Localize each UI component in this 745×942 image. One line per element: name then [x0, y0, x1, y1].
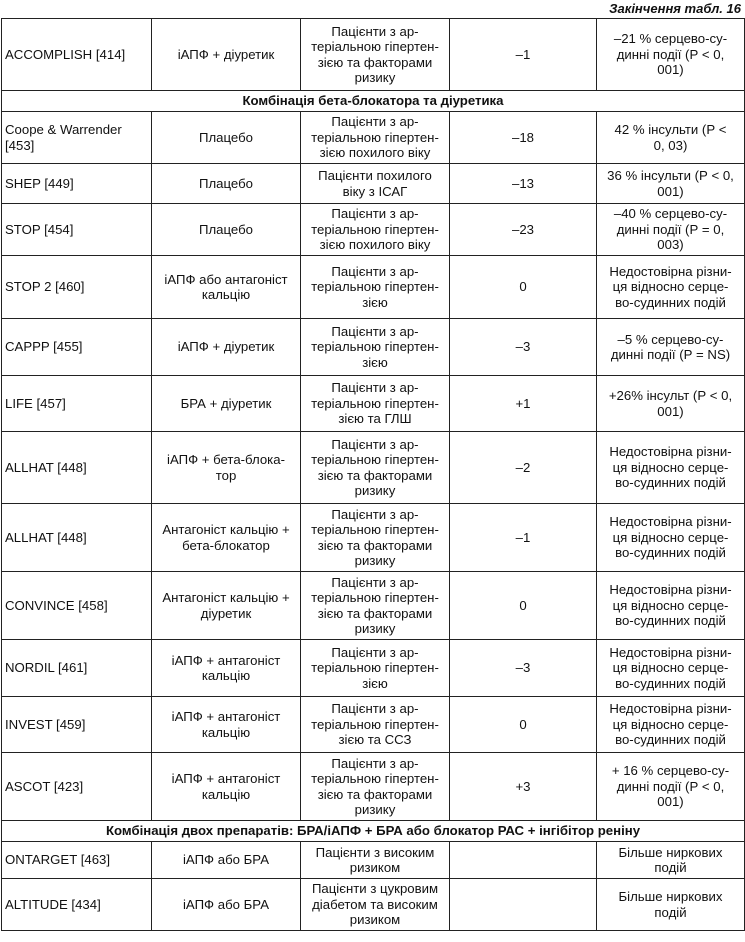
patients-cell: Пацієнти з ар- теріальною гіпертен- зією та ССЗ — [301, 697, 450, 753]
results-table — [1, 18, 745, 931]
patients-cell: Пацієнти похилого віку з ІСАГ — [301, 164, 450, 204]
comparator-cell: іАПФ + антагоніст кальцію — [152, 753, 301, 821]
outcome-cell: Недостовірна різни- ця відносно серце- во-судинних подій — [597, 640, 745, 697]
patients-cell: Пацієнти з ар- теріальною гіпертен- зією та факторами ризику — [301, 432, 450, 504]
study-cell: INVEST [459] — [2, 697, 152, 753]
outcome-cell: Більше ниркових подій — [597, 842, 745, 879]
bp-difference-cell: +3 — [450, 753, 597, 821]
patients-cell: Пацієнти з ар- теріальною гіпертен- зією та факторами ризику — [301, 504, 450, 572]
bp-difference-cell: 0 — [450, 697, 597, 753]
outcome-cell: –5 % серцево-су- динні події (Р = NS) — [597, 319, 745, 376]
patients-cell: Пацієнти з ар- теріальною гіпертен- зією — [301, 319, 450, 376]
outcome-cell: –21 % серцево-су- динні події (Р < 0, 001) — [597, 19, 745, 91]
section-heading: Комбінація двох препаратів: БРА/іАПФ + БРА або блокатор РАС + інгібітор реніну — [2, 821, 745, 842]
outcome-cell: +26% інсульт (Р < 0, 001) — [597, 376, 745, 432]
bp-difference-cell — [450, 879, 597, 931]
comparator-cell: іАПФ + бета-блока- тор — [152, 432, 301, 504]
patients-cell: Пацієнти з ар- теріальною гіпертен- зією — [301, 640, 450, 697]
study-cell: STOP [454] — [2, 204, 152, 256]
bp-difference-cell: –1 — [450, 504, 597, 572]
study-cell: CONVINCE [458] — [2, 572, 152, 640]
table-row — [2, 504, 745, 572]
bp-difference-cell: +1 — [450, 376, 597, 432]
table-row — [2, 879, 745, 931]
study-cell: CAPPP [455] — [2, 319, 152, 376]
patients-cell: Пацієнти з цукровим діабетом та високим ризиком — [301, 879, 450, 931]
comparator-cell: Плацебо — [152, 112, 301, 164]
outcome-cell: 42 % інсульти (Р < 0, 03) — [597, 112, 745, 164]
patients-cell: Пацієнти з ар- теріальною гіпертен- зією та факторами ризику — [301, 753, 450, 821]
comparator-cell: Плацебо — [152, 164, 301, 204]
patients-cell: Пацієнти з ар- теріальною гіпертен- зією похилого віку — [301, 112, 450, 164]
outcome-cell: –40 % серцево-су- динні події (Р = 0, 003) — [597, 204, 745, 256]
outcome-cell: Недостовірна різни- ця відносно серце- во-судинних подій — [597, 572, 745, 640]
table-row — [2, 319, 745, 376]
table-row — [2, 256, 745, 319]
comparator-cell: іАПФ або БРА — [152, 879, 301, 931]
bp-difference-cell: –2 — [450, 432, 597, 504]
comparator-cell: Антагоніст кальцію + бета-блокатор — [152, 504, 301, 572]
table-row — [2, 753, 745, 821]
study-cell: ASCOT [423] — [2, 753, 152, 821]
bp-difference-cell: –3 — [450, 640, 597, 697]
study-cell: SHEP [449] — [2, 164, 152, 204]
patients-cell: Пацієнти з високим ризиком — [301, 842, 450, 879]
table-row — [2, 376, 745, 432]
study-cell: ALLHAT [448] — [2, 432, 152, 504]
section-heading: Комбінація бета-блокатора та діуретика — [2, 91, 745, 112]
table-row — [2, 164, 745, 204]
table-row — [2, 19, 745, 91]
section-row-dual-therapy — [2, 821, 745, 842]
study-cell: Coope & Warrender [453] — [2, 112, 152, 164]
comparator-cell: іАПФ + діуретик — [152, 19, 301, 91]
bp-difference-cell: –23 — [450, 204, 597, 256]
bp-difference-cell: 0 — [450, 572, 597, 640]
bp-difference-cell: –1 — [450, 19, 597, 91]
comparator-cell: іАПФ або БРА — [152, 842, 301, 879]
patients-cell: Пацієнти з ар- теріальною гіпертен- зією — [301, 256, 450, 319]
patients-cell: Пацієнти з ар- теріальною гіпертен- зією та факторами ризику — [301, 572, 450, 640]
bp-difference-cell: –18 — [450, 112, 597, 164]
bp-difference-cell: 0 — [450, 256, 597, 319]
comparator-cell: Антагоніст кальцію + діуретик — [152, 572, 301, 640]
bp-difference-cell: –13 — [450, 164, 597, 204]
patients-cell: Пацієнти з ар- теріальною гіпертен- зією та ГЛШ — [301, 376, 450, 432]
study-cell: NORDIL [461] — [2, 640, 152, 697]
comparator-cell: БРА + діуретик — [152, 376, 301, 432]
comparator-cell: Плацебо — [152, 204, 301, 256]
table-row — [2, 842, 745, 879]
outcome-cell: Недостовірна різни- ця відносно серце- во-судинних подій — [597, 256, 745, 319]
table-row — [2, 112, 745, 164]
study-cell: ACCOMPLISH [414] — [2, 19, 152, 91]
patients-cell: Пацієнти з ар- теріальною гіпертен- зією та факторами ризику — [301, 19, 450, 91]
table-caption: Закінчення табл. 16 — [609, 1, 741, 16]
comparator-cell: іАПФ + антагоніст кальцію — [152, 697, 301, 753]
study-cell: ALLHAT [448] — [2, 504, 152, 572]
comparator-cell: іАПФ + антагоніст кальцію — [152, 640, 301, 697]
bp-difference-cell — [450, 842, 597, 879]
table-row — [2, 204, 745, 256]
table-row — [2, 432, 745, 504]
outcome-cell: Недостовірна різни- ця відносно серце- во-судинних подій — [597, 697, 745, 753]
comparator-cell: іАПФ або антагоніст кальцію — [152, 256, 301, 319]
section-row-beta-blocker-diuretic — [2, 91, 745, 112]
table-row — [2, 572, 745, 640]
study-cell: STOP 2 [460] — [2, 256, 152, 319]
outcome-cell: Недостовірна різни- ця відносно серце- во-судинних подій — [597, 504, 745, 572]
bp-difference-cell: –3 — [450, 319, 597, 376]
comparator-cell: іАПФ + діуретик — [152, 319, 301, 376]
table-row — [2, 640, 745, 697]
study-cell: LIFE [457] — [2, 376, 152, 432]
table-row — [2, 697, 745, 753]
outcome-cell: Недостовірна різни- ця відносно серце- во-судинних подій — [597, 432, 745, 504]
outcome-cell: 36 % інсульти (Р < 0, 001) — [597, 164, 745, 204]
patients-cell: Пацієнти з ар- теріальною гіпертен- зією похилого віку — [301, 204, 450, 256]
outcome-cell: + 16 % серцево-су- динні події (Р < 0, 001) — [597, 753, 745, 821]
study-cell: ALTITUDE [434] — [2, 879, 152, 931]
outcome-cell: Більше ниркових подій — [597, 879, 745, 931]
study-cell: ONTARGET [463] — [2, 842, 152, 879]
